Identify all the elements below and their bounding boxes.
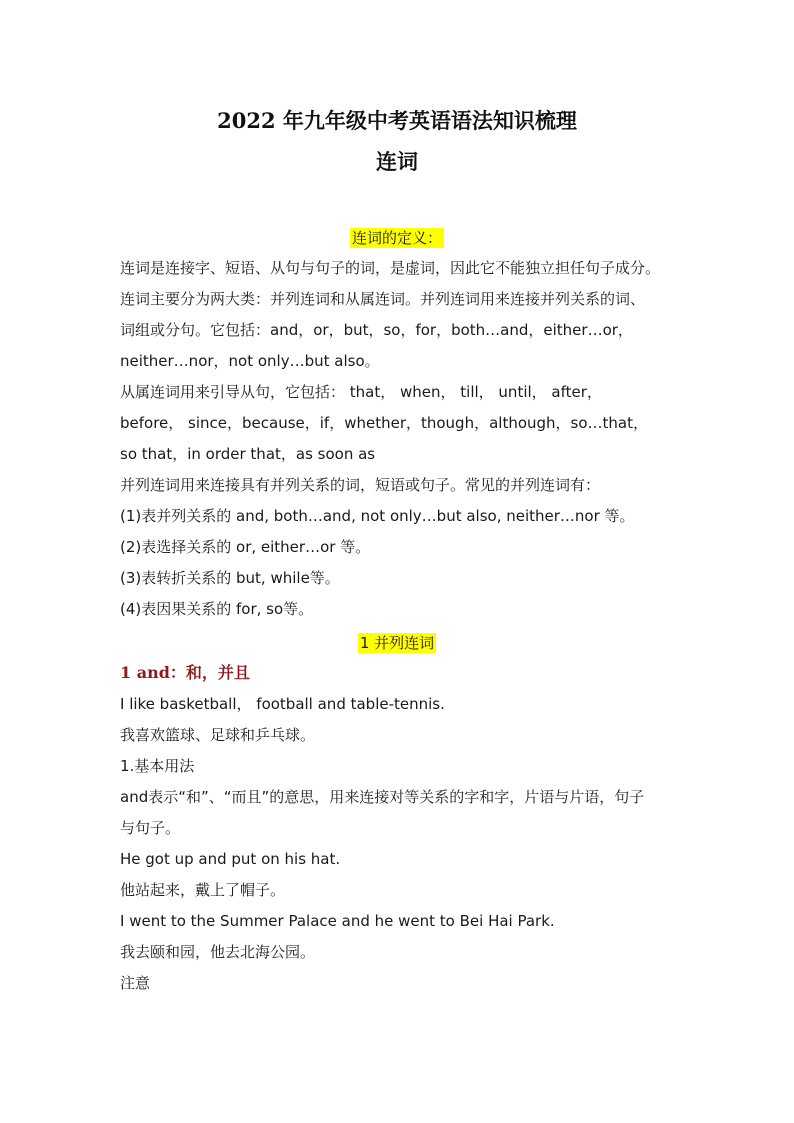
definition-line: 从属连词用来引导从句，它包括： that， when， till， until， after， (120, 383, 602, 401)
definition-line: so that，in order that，as soon as (120, 445, 376, 463)
page-subtitle: 连词 (376, 149, 418, 174)
and-line: 1.基本用法 (120, 757, 195, 775)
and-line: I like basketball， football and table-tennis. (120, 695, 445, 713)
definition-line: (3)表转折关系的 but, while等。 (120, 569, 340, 587)
and-heading: 1 and：和，并且 (120, 663, 250, 682)
definition-line: 并列连词用来连接具有并列关系的词，短语或句子。常见的并列连词有： (120, 476, 601, 494)
section-coordinating-heading (0, 632, 794, 653)
section-definition-heading (0, 227, 794, 248)
section-coordinating-label: 1 并列连词 (359, 634, 435, 652)
definition-line: (4)表因果关系的 for, so等。 (120, 600, 314, 618)
and-line: 我喜欢篮球、足球和乒乓球。 (120, 726, 316, 744)
definition-line: (2)表选择关系的 or, either…or 等。 (120, 538, 371, 556)
and-line: 与句子。 (120, 819, 181, 837)
and-line: I went to the Summer Palace and he went to Bei Hai Park. (120, 912, 555, 930)
and-line: 他站起来，戴上了帽子。 (120, 881, 286, 899)
definition-line: before， since，because，if，whether，though，although，so…that， (120, 414, 648, 432)
page-title: 2022 年九年级中考英语语法知识梳理 (217, 108, 577, 133)
definition-line: (1)表并列关系的 and, both…and, not only…but also, neither…nor 等。 (120, 507, 635, 525)
section-definition-label: 连词的定义： (351, 229, 442, 247)
definition-line: neither…nor，not only…but also。 (120, 352, 380, 370)
and-line: He got up and put on his hat. (120, 850, 341, 868)
and-line: and表示“和”、“而且”的意思，用来连接对等关系的字和字，片语与片语，句子 (120, 788, 645, 806)
and-line: 我去颐和园，他去北海公园。 (120, 943, 316, 961)
and-line: 注意 (120, 974, 151, 992)
definition-line: 连词主要分为两大类：并列连词和从属连词。并列连词用来连接并列关系的词、 (120, 290, 646, 308)
definition-line: 词组或分句。它包括：and，or，but，so，for，both…and，either…or， (120, 321, 633, 339)
definition-line: 连词是连接字、短语、从句与句子的词，是虚词，因此它不能独立担任句子成分。 (120, 259, 661, 277)
